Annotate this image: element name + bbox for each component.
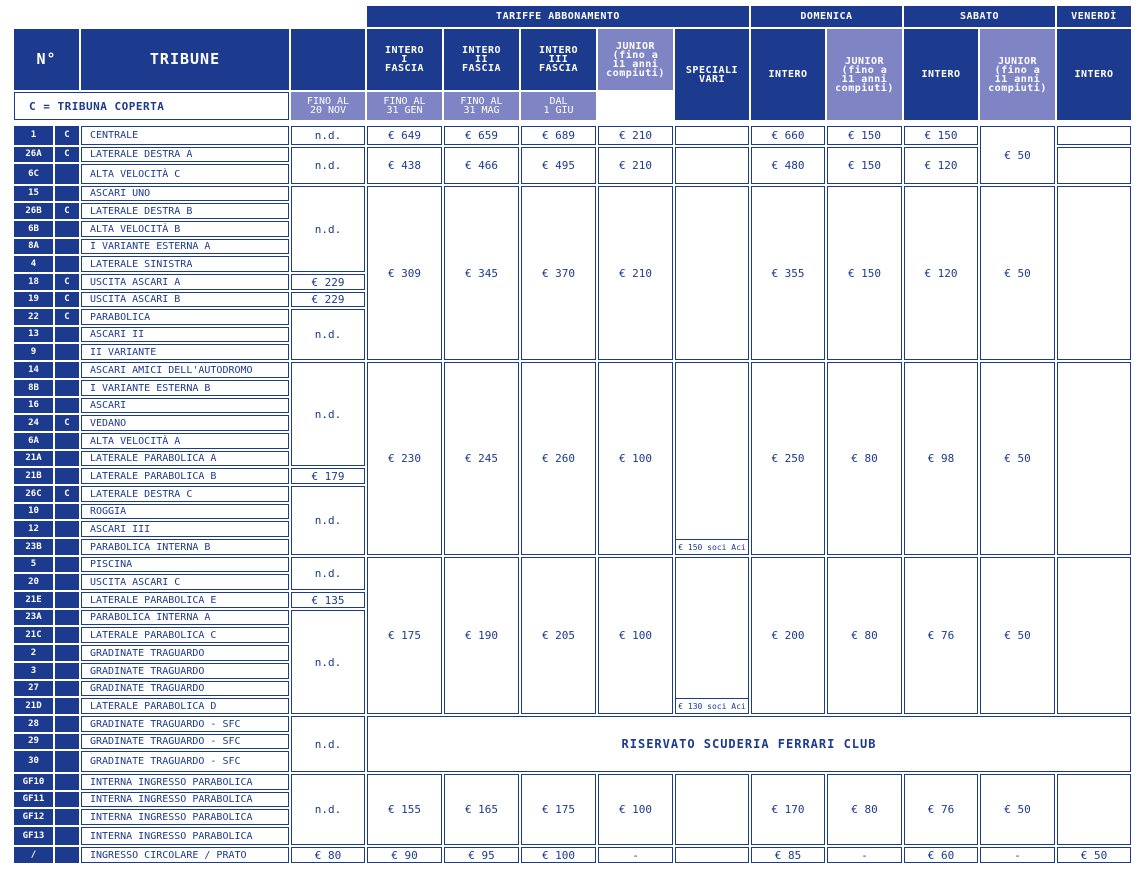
tribune-name: LATERALE DESTRA B bbox=[81, 203, 289, 219]
price-cell: € 85 bbox=[751, 847, 825, 863]
covered-flag bbox=[55, 592, 79, 608]
tribune-number: 21C bbox=[14, 627, 53, 643]
covered-flag bbox=[55, 681, 79, 696]
tribune-number: 12 bbox=[14, 521, 53, 537]
price-cell: € 660 bbox=[751, 126, 825, 145]
price-cell: € 150 bbox=[827, 147, 902, 184]
tribune-name: GRADINATE TRAGUARDO - SFC bbox=[81, 751, 289, 772]
tribune-name: INTERNA INGRESSO PARABOLICA bbox=[81, 827, 289, 845]
tribune-number: 4 bbox=[14, 256, 53, 272]
tribune-number: 23A bbox=[14, 610, 53, 625]
price-cell: € 150 bbox=[827, 186, 902, 360]
tribune-number: 2 bbox=[14, 645, 53, 661]
price-cell bbox=[1057, 362, 1131, 555]
covered-flag bbox=[55, 847, 79, 863]
tribune-number: 5 bbox=[14, 557, 53, 572]
price-cell: € 210 bbox=[598, 186, 673, 360]
price-cell: € 50 bbox=[980, 557, 1055, 714]
covered-flag bbox=[55, 398, 79, 413]
covered-flag bbox=[55, 186, 79, 201]
early-price: n.d. bbox=[291, 126, 365, 145]
special-note: € 130 soci Aci bbox=[675, 698, 749, 714]
price-cell: € 205 bbox=[521, 557, 596, 714]
tribune-name: USCITA ASCARI C bbox=[81, 574, 289, 590]
tribune-number: 8A bbox=[14, 239, 53, 254]
tribune-number: 15 bbox=[14, 186, 53, 201]
early-price: n.d. bbox=[291, 186, 365, 272]
price-cell: € 76 bbox=[904, 557, 978, 714]
covered-flag bbox=[55, 698, 79, 714]
covered-flag bbox=[55, 627, 79, 643]
tribune-name: LATERALE DESTRA A bbox=[81, 147, 289, 162]
covered-flag: C bbox=[55, 126, 79, 145]
tribune-number: GF11 bbox=[14, 792, 53, 807]
covered-flag bbox=[55, 574, 79, 590]
covered-flag bbox=[55, 774, 79, 790]
price-cell: € 120 bbox=[904, 147, 978, 184]
tribune-name: GRADINATE TRAGUARDO - SFC bbox=[81, 716, 289, 732]
tribune-number: 26C bbox=[14, 486, 53, 502]
covered-flag bbox=[55, 792, 79, 807]
tribune-name: ROGGIA bbox=[81, 504, 289, 519]
tribune-name: ASCARI III bbox=[81, 521, 289, 537]
price-cell: € 80 bbox=[827, 557, 902, 714]
tribune-name: LATERALE PARABOLICA C bbox=[81, 627, 289, 643]
date-header: FINO AL 20 NOV bbox=[291, 92, 365, 120]
price-cell bbox=[1057, 774, 1131, 845]
price-cell: - bbox=[980, 847, 1055, 863]
tribune-name: INTERNA INGRESSO PARABOLICA bbox=[81, 774, 289, 790]
price-cell: € 50 bbox=[980, 186, 1055, 360]
covered-flag bbox=[55, 504, 79, 519]
tribune-name: VEDANO bbox=[81, 415, 289, 431]
tribune-column-header: TRIBUNE bbox=[81, 29, 289, 90]
price-cell: € 210 bbox=[598, 126, 673, 145]
covered-flag: C bbox=[55, 292, 79, 307]
price-cell: € 230 bbox=[367, 362, 442, 555]
price-cell bbox=[675, 362, 749, 555]
price-cell: € 175 bbox=[367, 557, 442, 714]
tribune-name: I VARIANTE ESTERNA A bbox=[81, 239, 289, 254]
price-cell: € 250 bbox=[751, 362, 825, 555]
tribune-name: PARABOLICA INTERNA A bbox=[81, 610, 289, 625]
price-cell: € 495 bbox=[521, 147, 596, 184]
group-header-venerdi: VENERDÌ bbox=[1057, 6, 1131, 27]
tribune-number: 26B bbox=[14, 203, 53, 219]
price-cell: € 120 bbox=[904, 186, 978, 360]
price-cell: € 466 bbox=[444, 147, 519, 184]
column-header: INTERO III FASCIA bbox=[521, 29, 596, 90]
column-header: INTERO II FASCIA bbox=[444, 29, 519, 90]
price-cell: € 80 bbox=[827, 774, 902, 845]
tribune-number: 14 bbox=[14, 362, 53, 378]
tribune-name: LATERALE PARABOLICA B bbox=[81, 468, 289, 484]
tribune-name: ASCARI II bbox=[81, 327, 289, 342]
price-cell: € 370 bbox=[521, 186, 596, 360]
price-cell: - bbox=[827, 847, 902, 863]
tribune-name: LATERALE PARABOLICA E bbox=[81, 592, 289, 608]
tribune-number: 21A bbox=[14, 451, 53, 466]
tribune-name: GRADINATE TRAGUARDO bbox=[81, 645, 289, 661]
price-cell: € 50 bbox=[980, 126, 1055, 184]
price-cell: € 50 bbox=[980, 774, 1055, 845]
price-cell bbox=[675, 126, 749, 145]
tribune-number: GF13 bbox=[14, 827, 53, 845]
tribune-number: 6B bbox=[14, 221, 53, 237]
early-price: € 135 bbox=[291, 592, 365, 608]
column-header: JUNIOR (fino a 11 anni compiuti) bbox=[598, 29, 673, 90]
special-note: € 150 soci Aci bbox=[675, 539, 749, 555]
tribune-name: GRADINATE TRAGUARDO - SFC bbox=[81, 734, 289, 749]
price-cell: € 345 bbox=[444, 186, 519, 360]
early-price: € 229 bbox=[291, 292, 365, 307]
date-header: DAL 1 GIU bbox=[521, 92, 596, 120]
tribune-number: 19 bbox=[14, 292, 53, 307]
price-cell: € 90 bbox=[367, 847, 442, 863]
covered-flag bbox=[55, 610, 79, 625]
tribune-number: GF10 bbox=[14, 774, 53, 790]
column-header: JUNIOR (fino a 11 anni compiuti) bbox=[827, 29, 902, 120]
tribune-name: USCITA ASCARI A bbox=[81, 274, 289, 290]
covered-flag bbox=[55, 663, 79, 679]
price-cell: € 100 bbox=[598, 774, 673, 845]
price-cell: - bbox=[598, 847, 673, 863]
tribune-number: 28 bbox=[14, 716, 53, 732]
tribune-name: II VARIANTE bbox=[81, 344, 289, 360]
price-cell: € 100 bbox=[598, 362, 673, 555]
price-cell: € 50 bbox=[980, 362, 1055, 555]
tribune-number: 26A bbox=[14, 147, 53, 162]
covered-flag bbox=[55, 221, 79, 237]
price-cell: € 60 bbox=[904, 847, 978, 863]
tribune-name: ALTA VELOCITÀ B bbox=[81, 221, 289, 237]
covered-flag bbox=[55, 809, 79, 825]
tribune-name: GRADINATE TRAGUARDO bbox=[81, 681, 289, 696]
price-cell: € 200 bbox=[751, 557, 825, 714]
tribune-name: CENTRALE bbox=[81, 126, 289, 145]
sfc-reserved-banner: RISERVATO SCUDERIA FERRARI CLUB bbox=[367, 716, 1131, 772]
tribune-number: 9 bbox=[14, 344, 53, 360]
covered-flag bbox=[55, 344, 79, 360]
price-cell: € 689 bbox=[521, 126, 596, 145]
tribune-name: LATERALE PARABOLICA A bbox=[81, 451, 289, 466]
price-cell: € 260 bbox=[521, 362, 596, 555]
early-price: € 80 bbox=[291, 847, 365, 863]
covered-flag bbox=[55, 362, 79, 378]
tribune-number: 21E bbox=[14, 592, 53, 608]
tribune-number: 13 bbox=[14, 327, 53, 342]
covered-flag bbox=[55, 164, 79, 184]
covered-flag bbox=[55, 827, 79, 845]
tribune-name: PISCINA bbox=[81, 557, 289, 572]
tribune-name: INTERNA INGRESSO PARABOLICA bbox=[81, 792, 289, 807]
early-price: n.d. bbox=[291, 716, 365, 772]
covered-flag: C bbox=[55, 309, 79, 325]
tribune-name: PARABOLICA INTERNA B bbox=[81, 539, 289, 555]
covered-flag bbox=[55, 521, 79, 537]
price-cell: € 165 bbox=[444, 774, 519, 845]
price-cell: € 438 bbox=[367, 147, 442, 184]
tribune-name: INTERNA INGRESSO PARABOLICA bbox=[81, 809, 289, 825]
price-cell: € 480 bbox=[751, 147, 825, 184]
covered-flag: C bbox=[55, 203, 79, 219]
group-header-domenica: DOMENICA bbox=[751, 6, 902, 27]
price-cell bbox=[675, 147, 749, 184]
price-cell: € 659 bbox=[444, 126, 519, 145]
price-cell: € 170 bbox=[751, 774, 825, 845]
tribune-number: 27 bbox=[14, 681, 53, 696]
tribune-number: 24 bbox=[14, 415, 53, 431]
column-header: INTERO bbox=[751, 29, 825, 120]
early-price: n.d. bbox=[291, 610, 365, 714]
tribune-number: GF12 bbox=[14, 809, 53, 825]
tribune-name: ALTA VELOCITÀ A bbox=[81, 433, 289, 449]
price-cell: € 175 bbox=[521, 774, 596, 845]
date-header: FINO AL 31 MAG bbox=[444, 92, 519, 120]
covered-flag bbox=[55, 539, 79, 555]
price-cell: € 245 bbox=[444, 362, 519, 555]
tribune-number: 21D bbox=[14, 698, 53, 714]
date-header: FINO AL 31 GEN bbox=[367, 92, 442, 120]
covered-flag bbox=[55, 239, 79, 254]
covered-flag bbox=[55, 734, 79, 749]
price-cell bbox=[675, 186, 749, 360]
early-column-header bbox=[291, 29, 365, 90]
price-cell: € 309 bbox=[367, 186, 442, 360]
covered-flag bbox=[55, 433, 79, 449]
early-price: n.d. bbox=[291, 774, 365, 845]
tribune-number: 18 bbox=[14, 274, 53, 290]
tribune-name: I VARIANTE ESTERNA B bbox=[81, 380, 289, 396]
early-price: € 179 bbox=[291, 468, 365, 484]
early-price: n.d. bbox=[291, 557, 365, 590]
covered-flag bbox=[55, 380, 79, 396]
tribune-number: 3 bbox=[14, 663, 53, 679]
number-column-header: N° bbox=[14, 29, 79, 90]
covered-flag: C bbox=[55, 274, 79, 290]
price-cell bbox=[1057, 557, 1131, 714]
price-cell: € 190 bbox=[444, 557, 519, 714]
price-cell bbox=[675, 774, 749, 845]
tribune-number: 1 bbox=[14, 126, 53, 145]
column-header: INTERO bbox=[904, 29, 978, 120]
tribune-number: 30 bbox=[14, 751, 53, 772]
tribune-name: ALTA VELOCITÀ C bbox=[81, 164, 289, 184]
column-header: SPECIALI VARI bbox=[675, 29, 749, 120]
tribune-name: INGRESSO CIRCOLARE / PRATO bbox=[81, 847, 289, 863]
price-cell bbox=[1057, 186, 1131, 360]
group-header-tariffe: TARIFFE ABBONAMENTO bbox=[367, 6, 749, 27]
covered-flag bbox=[55, 327, 79, 342]
covered-flag: C bbox=[55, 486, 79, 502]
column-header: INTERO bbox=[1057, 29, 1131, 120]
column-header: JUNIOR (fino a 11 anni compiuti) bbox=[980, 29, 1055, 120]
covered-legend: C = TRIBUNA COPERTA bbox=[14, 92, 289, 120]
price-cell bbox=[1057, 147, 1131, 184]
early-price: € 229 bbox=[291, 274, 365, 290]
price-cell: € 150 bbox=[827, 126, 902, 145]
tribune-number: 16 bbox=[14, 398, 53, 413]
price-cell: € 649 bbox=[367, 126, 442, 145]
tribune-number: 6A bbox=[14, 433, 53, 449]
early-price: n.d. bbox=[291, 486, 365, 555]
price-cell bbox=[675, 847, 749, 863]
price-cell: € 98 bbox=[904, 362, 978, 555]
price-cell: € 95 bbox=[444, 847, 519, 863]
tribune-number: 29 bbox=[14, 734, 53, 749]
early-price: n.d. bbox=[291, 309, 365, 360]
tribune-number: 23B bbox=[14, 539, 53, 555]
tribune-name: LATERALE SINISTRA bbox=[81, 256, 289, 272]
tribune-name: USCITA ASCARI B bbox=[81, 292, 289, 307]
column-header: INTERO I FASCIA bbox=[367, 29, 442, 90]
price-cell: € 100 bbox=[598, 557, 673, 714]
price-cell: € 100 bbox=[521, 847, 596, 863]
covered-flag bbox=[55, 716, 79, 732]
covered-flag bbox=[55, 751, 79, 772]
tribune-number: 21B bbox=[14, 468, 53, 484]
covered-flag bbox=[55, 451, 79, 466]
price-cell: € 210 bbox=[598, 147, 673, 184]
price-cell bbox=[1057, 126, 1131, 145]
tribune-name: LATERALE DESTRA C bbox=[81, 486, 289, 502]
tribune-name: GRADINATE TRAGUARDO bbox=[81, 663, 289, 679]
covered-flag bbox=[55, 557, 79, 572]
price-cell: € 76 bbox=[904, 774, 978, 845]
price-cell: € 150 bbox=[904, 126, 978, 145]
tribune-name: PARABOLICA bbox=[81, 309, 289, 325]
tribune-name: LATERALE PARABOLICA D bbox=[81, 698, 289, 714]
price-cell: € 50 bbox=[1057, 847, 1131, 863]
early-price: n.d. bbox=[291, 147, 365, 184]
covered-flag: C bbox=[55, 415, 79, 431]
tribune-number: 6C bbox=[14, 164, 53, 184]
covered-flag bbox=[55, 256, 79, 272]
price-cell bbox=[675, 557, 749, 714]
tribune-number: / bbox=[14, 847, 53, 863]
tribune-number: 20 bbox=[14, 574, 53, 590]
price-cell: € 155 bbox=[367, 774, 442, 845]
price-cell: € 355 bbox=[751, 186, 825, 360]
covered-flag bbox=[55, 645, 79, 661]
tribune-number: 22 bbox=[14, 309, 53, 325]
tribune-number: 10 bbox=[14, 504, 53, 519]
price-cell: € 80 bbox=[827, 362, 902, 555]
tribune-name: ASCARI UNO bbox=[81, 186, 289, 201]
covered-flag bbox=[55, 468, 79, 484]
tribune-name: ASCARI AMICI DELL'AUTODROMO bbox=[81, 362, 289, 378]
tribune-number: 8B bbox=[14, 380, 53, 396]
covered-flag: C bbox=[55, 147, 79, 162]
tribune-name: ASCARI bbox=[81, 398, 289, 413]
early-price: n.d. bbox=[291, 362, 365, 466]
group-header-sabato: SABATO bbox=[904, 6, 1055, 27]
